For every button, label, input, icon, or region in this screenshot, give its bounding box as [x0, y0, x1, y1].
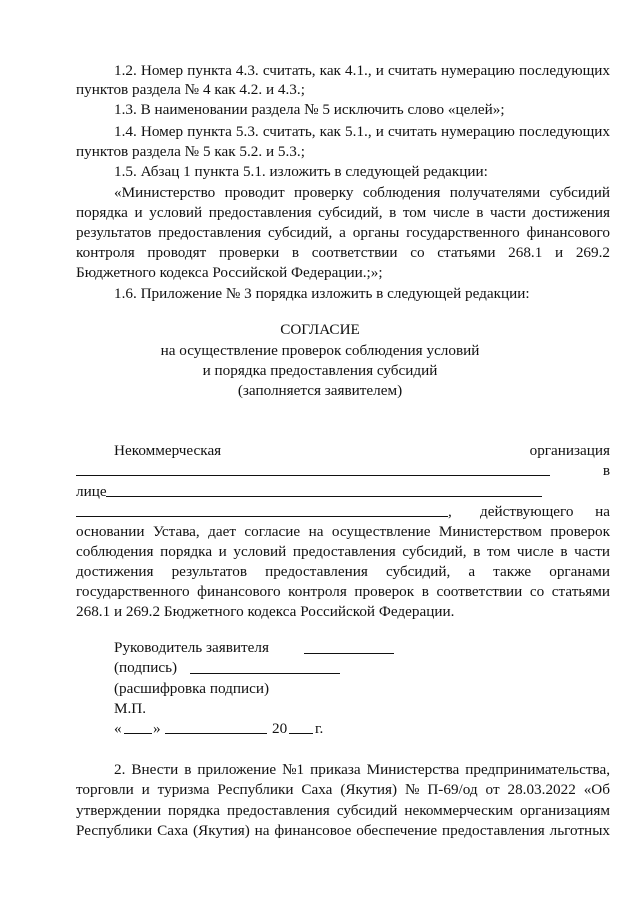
quote-line-3: результатов предоставления субсидий, а органы государственного финансового [76, 224, 610, 241]
item-2-line-2: торговли и туризма Республики Саха (Якутия) № П-69/од от 28.03.2022 «Об [76, 781, 610, 798]
consent-person-label: лице [76, 483, 107, 500]
item-2-line-1: 2. Внести в приложение №1 приказа Министерства предпринимательства, [114, 761, 610, 778]
consent-subtitle-2: и порядка предоставления субсидий [202, 362, 438, 379]
date-close-quote: » [153, 720, 161, 737]
paragraph-1-3: 1.3. В наименовании раздела № 5 исключить слово «целей»; [114, 101, 505, 118]
paragraph-1-6: 1.6. Приложение № 3 порядка изложить в следующей редакции: [114, 285, 530, 302]
signature-sign-label: (подпись) [114, 659, 178, 676]
date-month-field [165, 733, 267, 734]
item-2-line-3: утверждении порядка предоставления субсидий некоммерческим организациям [76, 802, 610, 819]
person-name-field [106, 496, 542, 497]
paragraph-1-4-line-2: пунктов раздела № 5 как 5.2. и 5.3.; [76, 143, 305, 160]
consent-body-line-2: соблюдения порядка и условий предоставления субсидий, в том числе в части [76, 543, 610, 560]
date-year-field [289, 733, 313, 734]
item-2-line-4: Республики Саха (Якутия) на финансовое обеспечение предоставления льготных [76, 822, 610, 839]
consent-body-line-1: основании Устава, дает согласие на осуществление Министерством проверок [76, 523, 610, 540]
date-year-suffix: г. [315, 720, 324, 737]
signature-sign-field [190, 673, 340, 674]
signature-head-field [304, 653, 394, 654]
quote-line-1: «Министерство проводит проверку соблюдения получателями субсидий [114, 184, 610, 201]
stamp-label: М.П. [114, 700, 147, 717]
date-day-field [124, 733, 152, 734]
consent-body-line-3: достижения результатов предоставления субсидий, а также органами [76, 563, 610, 580]
signature-head-label: Руководитель заявителя [114, 639, 269, 656]
org-name-field [76, 475, 550, 476]
consent-title: СОГЛАСИЕ [280, 321, 360, 338]
quote-line-5: Бюджетного кодекса Российской Федерации.;»; [76, 264, 383, 281]
consent-subtitle-3: (заполняется заявителем) [237, 382, 403, 399]
paragraph-1-4-line-1: 1.4. Номер пункта 5.3. считать, как 5.1., и считать нумерацию последующих [114, 123, 610, 140]
consent-org-label: Некоммерческая [114, 442, 222, 459]
consent-comma: , [448, 503, 452, 520]
consent-org-label-end: организация [529, 442, 610, 459]
quote-line-4: контроля проводят проверки в соответствии со статьями 268.1 и 269.2 [76, 244, 610, 261]
consent-in-label: в [602, 462, 610, 479]
date-open-quote: « [114, 720, 122, 737]
signature-decode-label: (расшифровка подписи) [114, 680, 270, 697]
paragraph-1-2-line-1: 1.2. Номер пункта 4.3. считать, как 4.1., и считать нумерацию последующих [114, 62, 610, 79]
consent-subtitle-1: на осуществление проверок соблюдения условий [160, 342, 480, 359]
date-year-prefix: 20 [272, 720, 288, 737]
position-field [76, 516, 448, 517]
paragraph-1-2-line-2: пунктов раздела № 4 как 4.2. и 4.3.; [76, 81, 305, 98]
paragraph-1-5: 1.5. Абзац 1 пункта 5.1. изложить в следующей редакции: [114, 163, 488, 180]
consent-body-line-5: 268.1 и 269.2 Бюджетного кодекса Российской Федерации. [76, 603, 455, 620]
consent-acting-label: действующего [480, 503, 574, 520]
consent-on-label: на [595, 503, 610, 520]
consent-body-line-4: государственного финансового контроля проверок в соответствии со статьями [76, 583, 610, 600]
quote-line-2: порядка и условий предоставления субсидий, в том числе в части достижения [76, 204, 610, 221]
